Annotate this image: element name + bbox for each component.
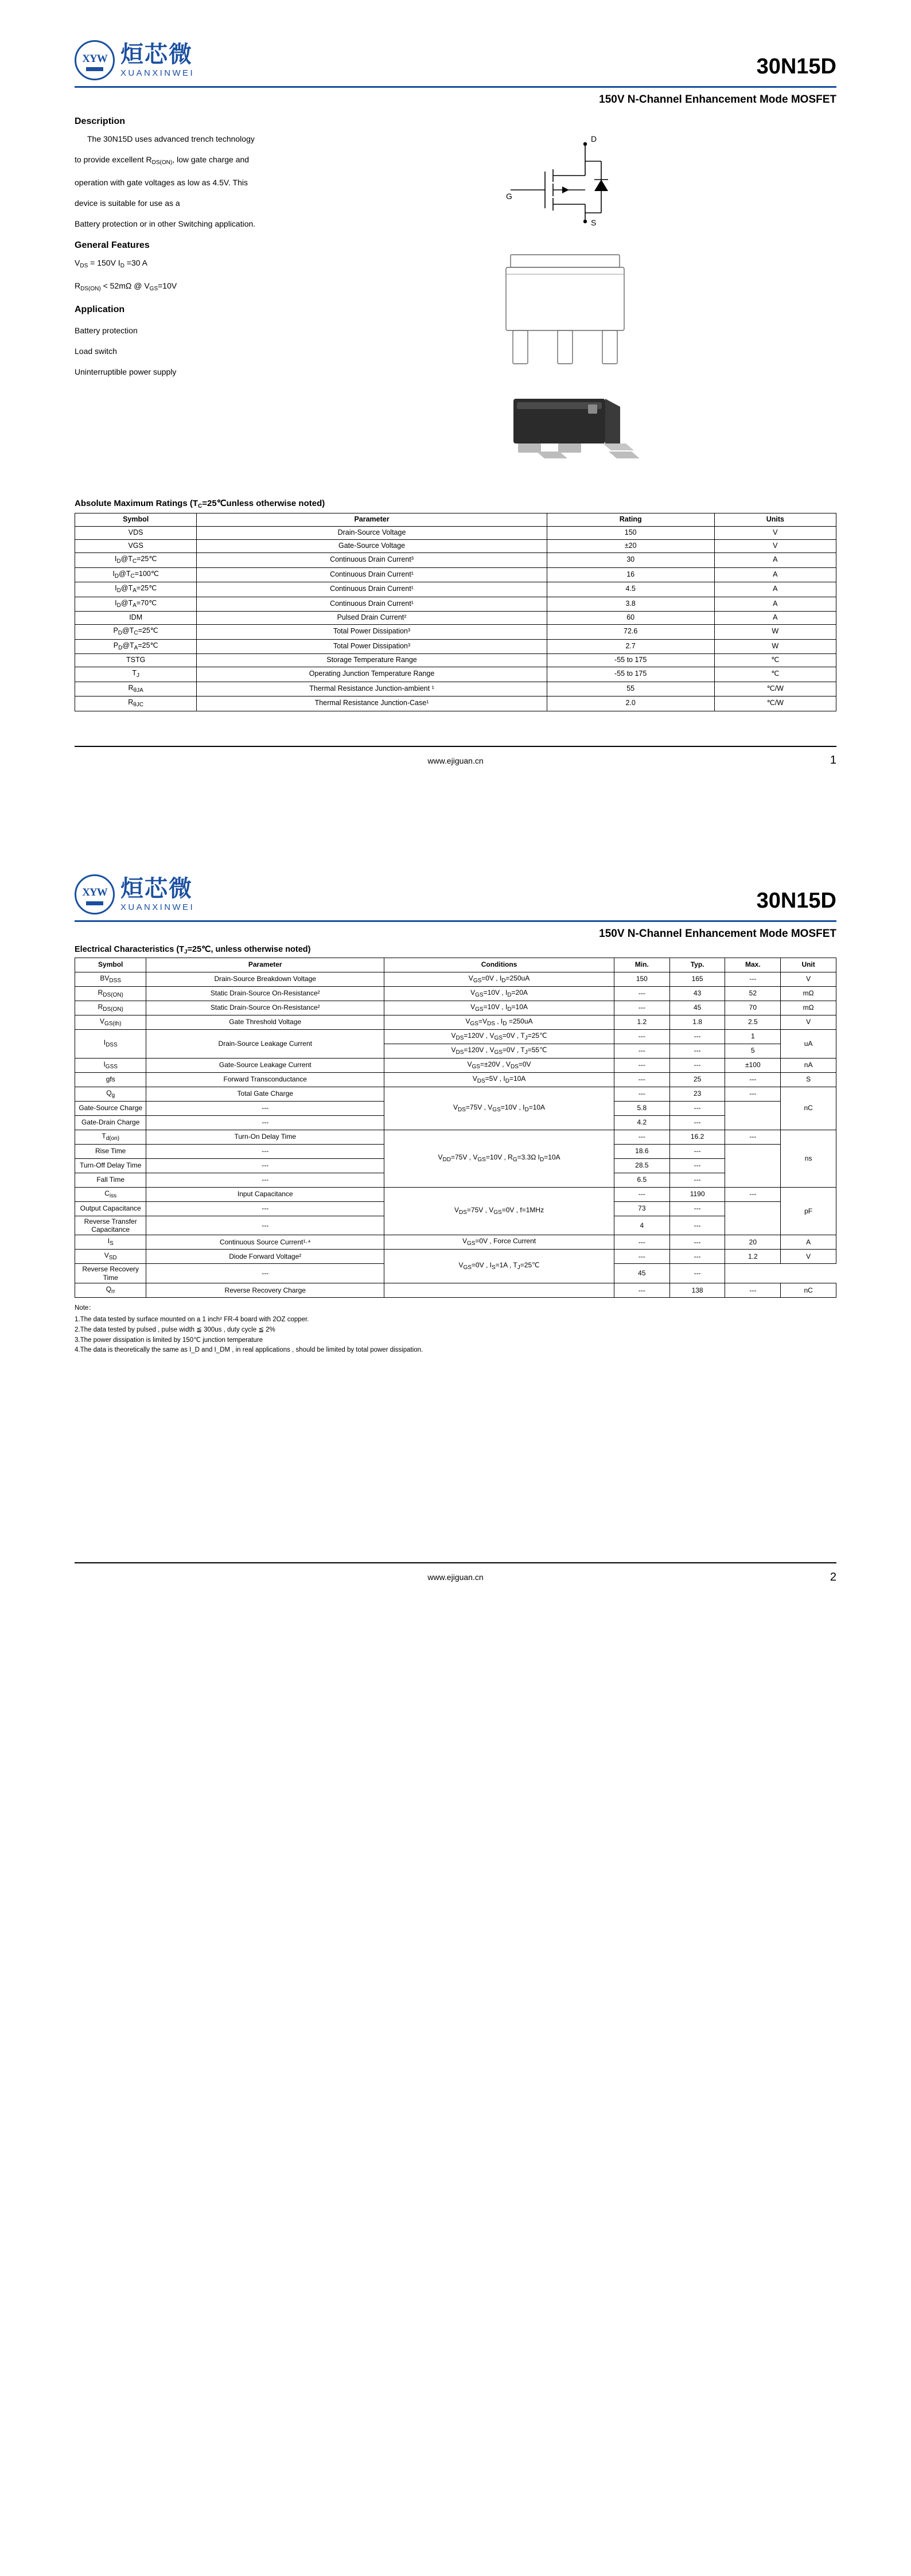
cell-typ: 138 (669, 1283, 725, 1298)
table-row (75, 667, 836, 682)
cell-rating: 3.8 (547, 597, 714, 612)
cell-symbol: $Q_g$ (75, 1087, 146, 1101)
cell-symbol: $T_J$ (75, 667, 197, 682)
part-number: 30N15D (756, 55, 836, 79)
cell-typ: 4.2 (614, 1115, 669, 1130)
cell-rating: 4.5 (547, 582, 714, 597)
cell-min: --- (146, 1201, 384, 1216)
col-parameter: Parameter (197, 513, 547, 527)
cell-unit: V (781, 1015, 836, 1029)
cell-symbol: $R_{DS(ON)}$ (75, 1001, 146, 1015)
gf1-a: V (75, 258, 80, 267)
cell-conditions: $V_{GS}=10V$ , $I_D=10A$ (384, 1001, 614, 1015)
cell-typ: 28.5 (614, 1158, 669, 1173)
gf2-a: R (75, 281, 81, 290)
cell-parameter: Total Power Dissipation³ (197, 625, 547, 640)
cell-parameter: Continuous Source Current¹·⁴ (146, 1235, 384, 1250)
cell-min: --- (146, 1158, 384, 1173)
gf2-c: =10V (158, 281, 177, 290)
cell-parameter: Gate-Source Charge (75, 1101, 146, 1115)
header-divider-2 (75, 920, 836, 922)
svg-text:D: D (591, 134, 597, 143)
cell-parameter: Gate-Source Voltage (197, 540, 547, 553)
abs-max-ratings-title (75, 498, 836, 509)
part-number-2: 30N15D (756, 888, 836, 913)
cell-parameter: Forward Transconductance (146, 1072, 384, 1087)
cell-parameter: Reverse Recovery Time (75, 1264, 146, 1283)
description-heading: Description (75, 116, 126, 126)
logo-english-name: XUANXINWEI (120, 68, 195, 78)
brand-logo (75, 40, 194, 80)
cell-min: --- (146, 1101, 384, 1115)
cell-units: W (714, 639, 836, 654)
col-rating: Rating (547, 513, 714, 527)
cell-symbol: $R_{\theta JA}$ (75, 682, 197, 696)
logo-mark-icon-2 (75, 874, 115, 915)
cell-parameter: Storage Temperature Range (197, 654, 547, 667)
cell-typ: --- (669, 1235, 725, 1250)
cell-symbol: $I_D@T_A=70℃$ (75, 597, 197, 612)
cell-units: V (714, 540, 836, 553)
gf2-sub1: DS(ON) (80, 286, 101, 292)
cell-min: --- (614, 1250, 669, 1264)
logo-mark-icon (75, 40, 115, 80)
cell-parameter: Drain-Source Leakage Current (146, 1029, 384, 1058)
cell-symbol: $I_{GSS}$ (75, 1058, 146, 1072)
cell-max: 2.5 (725, 1015, 781, 1029)
note-4: 4.The data is theoretically the same as I_D and I_DM , in real applications , should be limited by total power dissipation. (75, 1347, 423, 1354)
cell-max: 70 (725, 1001, 781, 1015)
cell-units: A (714, 582, 836, 597)
cell-typ: 45 (669, 1001, 725, 1015)
cell-symbol: IDM (75, 612, 197, 625)
elec-title-a: Electrical Characteristics (T (75, 944, 185, 954)
cell-min: --- (614, 1087, 669, 1101)
cell-max: 5 (725, 1044, 781, 1058)
cell-symbol: $I_D@T_A=25℃$ (75, 582, 197, 597)
description-line-4: device is suitable for use as a (75, 199, 180, 208)
table-row (75, 654, 836, 667)
table-row (75, 1087, 836, 1101)
cell-max: 20 (725, 1235, 781, 1250)
application-heading: Application (75, 305, 125, 314)
cell-min: --- (614, 1072, 669, 1087)
table-row (75, 696, 836, 711)
cell-unit: pF (781, 1187, 836, 1235)
svg-text:G: G (506, 192, 512, 201)
cell-max: ±100 (725, 1058, 781, 1072)
cell-typ: 1190 (669, 1187, 725, 1201)
cell-parameter: Continuous Drain Current¹ (197, 567, 547, 582)
cell-typ: 165 (669, 972, 725, 986)
cell-min: 150 (614, 972, 669, 986)
cell-conditions: $V_{DS}=75V$ , $V_{GS}=0V$ , f=1MHz (384, 1187, 614, 1235)
table-row (75, 540, 836, 553)
cell-unit: mΩ (781, 986, 836, 1001)
cell-units: ℃/W (714, 682, 836, 696)
cell-parameter: Gate Threshold Voltage (146, 1015, 384, 1029)
cell-max: --- (725, 1130, 781, 1144)
cell-conditions: $V_{GS}=\pm 20V$ , $V_{DS}=0V$ (384, 1058, 614, 1072)
description-line-2-a: to provide excellent R (75, 155, 152, 164)
cell-parameter: Turn-On Delay Time (146, 1130, 384, 1144)
gf1-sub1: DS (80, 263, 88, 269)
cell-symbol: $P_D@T_C=25℃$ (75, 625, 197, 640)
table-row (75, 1283, 836, 1298)
table-row (75, 1235, 836, 1250)
cell-units: V (714, 527, 836, 540)
cell-rating: 55 (547, 682, 714, 696)
abs-max-title-a: Absolute Maximum Ratings (T (75, 499, 198, 508)
abs-max-ratings-table (75, 513, 836, 711)
logo-english-name-2: XUANXINWEI (120, 902, 195, 912)
logo-mark-text: XYW (82, 52, 107, 65)
cell-unit: nA (781, 1058, 836, 1072)
cell-typ: 4 (614, 1216, 669, 1235)
cell-units: ℃ (714, 667, 836, 682)
cell-conditions: $V_{DS}=5V$ , $I_D=10A$ (384, 1072, 614, 1087)
col-parameter: Parameter (146, 958, 384, 972)
cell-typ: 23 (669, 1087, 725, 1101)
cell-parameter: Rise Time (75, 1144, 146, 1158)
gf1-b: = 150V I (88, 258, 120, 267)
cell-max: --- (725, 972, 781, 986)
general-features-heading: General Features (75, 240, 150, 250)
cell-units: ℃ (714, 654, 836, 667)
cell-conditions: $V_{DS}=120V$ , $V_{GS}=0V$ , $T_J=55℃$ (384, 1044, 614, 1058)
cell-symbol: $I_D@T_C=25℃$ (75, 553, 197, 568)
cell-rating: -55 to 175 (547, 667, 714, 682)
note-3: 3.The power dissipation is limited by 150℃ junction temperature (75, 1336, 263, 1344)
cell-max: --- (669, 1158, 725, 1173)
table-header-row (75, 958, 836, 972)
cell-min: --- (614, 1001, 669, 1015)
cell-typ: --- (669, 1044, 725, 1058)
cell-conditions: $V_{DS}=120V$ , $V_{GS}=0V$ , $T_J=25℃$ (384, 1029, 614, 1044)
document-subtitle: 150V N-Channel Enhancement Mode MOSFET (599, 94, 836, 106)
table-row (75, 1130, 836, 1144)
cell-typ: --- (669, 1058, 725, 1072)
cell-symbol: $Q_{rr}$ (75, 1283, 146, 1298)
table-row (75, 582, 836, 597)
cell-units: A (714, 567, 836, 582)
cell-parameter: Static Drain-Source On-Resistance² (146, 986, 384, 1001)
cell-parameter: Gate-Drain Charge (75, 1115, 146, 1130)
header-divider (75, 86, 836, 88)
cell-conditions: $V_{GS}=0V$ , Force Current (384, 1235, 614, 1250)
document-header-2 (75, 851, 836, 915)
cell-max: --- (725, 1072, 781, 1087)
general-features-line-1 (75, 259, 453, 269)
table-row (75, 1001, 836, 1015)
cell-symbol: $I_{DSS}$ (75, 1029, 146, 1058)
cell-rating: 2.7 (547, 639, 714, 654)
cell-symbol: $V_{SD}$ (75, 1250, 146, 1264)
table-header-row (75, 513, 836, 527)
gf1-c: =30 A (124, 258, 148, 267)
table-row (75, 527, 836, 540)
cell-parameter: Thermal Resistance Junction-ambient ¹ (197, 682, 547, 696)
cell-unit: V (781, 972, 836, 986)
logo-chinese-name-2: 烜芯微 (120, 875, 193, 902)
cell-symbol: $I_S$ (75, 1235, 146, 1250)
cell-typ: 18.6 (614, 1144, 669, 1158)
cell-conditions: $V_{GS}=0V$ , $I_S=1A$ , $T_J=25℃$ (384, 1250, 614, 1283)
description-line-1: The 30N15D uses advanced trench technology (87, 134, 255, 143)
cell-symbol: $T_{d(on)}$ (75, 1130, 146, 1144)
cell-min: --- (614, 1235, 669, 1250)
table-row (75, 1250, 836, 1264)
note-1: 1.The data tested by surface mounted on a 1 inch² FR-4 board with 2OZ copper. (75, 1316, 309, 1323)
table-row (75, 567, 836, 582)
cell-unit: nC (781, 1283, 836, 1298)
elec-title-sub: J (184, 948, 188, 955)
cell-parameter: Thermal Resistance Junction-Case¹ (197, 696, 547, 711)
cell-rating: ±20 (547, 540, 714, 553)
gf2-sub2: GS (149, 286, 158, 292)
cell-symbol: VGS (75, 540, 197, 553)
table-row (75, 972, 836, 986)
cell-min: --- (146, 1173, 384, 1187)
cell-max: --- (669, 1144, 725, 1158)
cell-symbol: $R_{\theta JC}$ (75, 696, 197, 711)
cell-typ: 73 (614, 1201, 669, 1216)
col-symbol: Symbol (75, 513, 197, 527)
cell-symbol: $BV_{DSS}$ (75, 972, 146, 986)
cell-conditions (384, 1283, 614, 1298)
cell-parameter: Drain-Source Breakdown Voltage (146, 972, 384, 986)
abs-max-title-sub: C (198, 503, 203, 509)
cell-symbol: $C_{iss}$ (75, 1187, 146, 1201)
cell-max: --- (669, 1216, 725, 1235)
description-line-3: operation with gate voltages as low as 4.5V. This (75, 178, 248, 187)
description-line-5: Battery protection or in other Switching application. (75, 219, 256, 228)
table-row (75, 986, 836, 1001)
cell-parameter: Gate-Source Leakage Current (146, 1058, 384, 1072)
cell-rating: 2.0 (547, 696, 714, 711)
cell-typ: 43 (669, 986, 725, 1001)
cell-max: --- (669, 1201, 725, 1216)
cell-typ: 6.5 (614, 1173, 669, 1187)
cell-max: 1 (725, 1029, 781, 1044)
cell-typ: --- (669, 1250, 725, 1264)
table-row (75, 625, 836, 640)
page-number: 1 (830, 754, 836, 766)
gf1-sub2: D (120, 263, 124, 269)
cell-parameter: Output Capacitance (75, 1201, 146, 1216)
cell-units: ℃/W (714, 696, 836, 711)
cell-min: --- (614, 1029, 669, 1044)
electrical-characteristics-title (75, 945, 836, 955)
cell-max: --- (725, 1187, 781, 1201)
general-features-line-2 (75, 282, 453, 292)
cell-parameter: Fall Time (75, 1173, 146, 1187)
page-number: 2 (830, 1570, 836, 1583)
gf2-b: < 52mΩ @ V (100, 281, 150, 290)
cell-units: A (714, 597, 836, 612)
cell-units: A (714, 553, 836, 568)
cell-rating: 60 (547, 612, 714, 625)
cell-conditions: $V_{GS}=0V$ , $I_D=250uA$ (384, 972, 614, 986)
cell-typ: 5.8 (614, 1101, 669, 1115)
application-item-1: Battery protection (75, 326, 138, 335)
cell-symbol: $V_{GS(th)}$ (75, 1015, 146, 1029)
table-row (75, 597, 836, 612)
col-max: Max. (725, 958, 781, 972)
cell-typ: 1.8 (669, 1015, 725, 1029)
table-row (75, 1058, 836, 1072)
cell-unit: uA (781, 1029, 836, 1058)
cell-max: --- (725, 1283, 781, 1298)
cell-max: --- (669, 1264, 725, 1283)
description-line-2 (75, 155, 453, 166)
cell-unit: V (781, 1250, 836, 1264)
cell-parameter: Continuous Drain Current¹ (197, 597, 547, 612)
col-units: Units (714, 513, 836, 527)
cell-conditions: $V_{DS}=75V$ , $V_{GS}=10V$ , $I_D=10A$ (384, 1087, 614, 1130)
cell-symbol: $I_D@T_C=100℃$ (75, 567, 197, 582)
cell-unit: nC (781, 1087, 836, 1130)
cell-rating: 30 (547, 553, 714, 568)
note-2: 2.The data tested by pulsed , pulse width ≦ 300us , duty cycle ≦ 2% (75, 1326, 275, 1333)
cell-symbol: VDS (75, 527, 197, 540)
svg-text:S: S (591, 218, 597, 227)
cell-units: W (714, 625, 836, 640)
page-2 (0, 851, 911, 1582)
cell-min: 1.2 (614, 1015, 669, 1029)
cell-min: --- (614, 1283, 669, 1298)
cell-min: --- (146, 1144, 384, 1158)
page-break (0, 765, 911, 851)
logo-wordmark (120, 43, 194, 77)
table-row (75, 639, 836, 654)
table-row (75, 1029, 836, 1044)
description-rds-sub: DS(ON) (151, 159, 173, 166)
cell-parameter: Pulsed Drain Current² (197, 612, 547, 625)
table-row (75, 1187, 836, 1201)
cell-max: --- (725, 1087, 781, 1101)
cell-min: --- (614, 986, 669, 1001)
cell-max: 1.2 (725, 1250, 781, 1264)
cell-parameter: Total Power Dissipation³ (197, 639, 547, 654)
cell-max: 52 (725, 986, 781, 1001)
cell-symbol: gfs (75, 1072, 146, 1087)
cell-max: --- (669, 1173, 725, 1187)
package-outline-drawing (493, 248, 836, 377)
application-item-2: Load switch (75, 347, 117, 356)
document-header (75, 0, 836, 80)
cell-min: --- (614, 1130, 669, 1144)
package-photo (502, 394, 836, 472)
application-item-3: Uninterruptible power supply (75, 367, 177, 376)
cell-typ: 45 (614, 1264, 669, 1283)
col-min: Min. (614, 958, 669, 972)
cell-rating: 150 (547, 527, 714, 540)
notes-block (75, 1303, 836, 1356)
cell-min: --- (146, 1216, 384, 1235)
mosfet-symbol-diagram (505, 127, 836, 233)
cell-unit: A (781, 1235, 836, 1250)
table-row (75, 682, 836, 696)
table-row (75, 553, 836, 568)
cell-symbol: $R_{DS(ON)}$ (75, 986, 146, 1001)
cell-parameter: Reverse Recovery Charge (146, 1283, 384, 1298)
cell-max: --- (669, 1115, 725, 1130)
cell-parameter: Input Capacitance (146, 1187, 384, 1201)
document-subtitle-2: 150V N-Channel Enhancement Mode MOSFET (599, 927, 836, 940)
cell-conditions: $V_{GS}=V_{DS}$ , $I_D =250uA$ (384, 1015, 614, 1029)
cell-conditions: $V_{GS}=10V$ , $I_D=20A$ (384, 986, 614, 1001)
table-row (75, 1015, 836, 1029)
logo-wordmark-2 (120, 877, 194, 912)
col-symbol: Symbol (75, 958, 146, 972)
table-row (75, 612, 836, 625)
cell-typ: --- (669, 1029, 725, 1044)
notes-heading: Note： (75, 1305, 95, 1312)
col-conditions: Conditions (384, 958, 614, 972)
cell-parameter: Continuous Drain Current¹ (197, 582, 547, 597)
footer-url: www.ejiguan.cn (427, 1573, 484, 1582)
cell-parameter: Total Gate Charge (146, 1087, 384, 1101)
logo-chinese-name: 烜芯微 (120, 41, 193, 68)
cell-min: --- (614, 1187, 669, 1201)
cell-min: --- (146, 1264, 384, 1283)
cell-parameter: Diode Forward Voltage² (146, 1250, 384, 1264)
cell-parameter: Continuous Drain Current³ (197, 553, 547, 568)
cell-typ: 16.2 (669, 1130, 725, 1144)
table-row (75, 1072, 836, 1087)
brand-logo-2 (75, 874, 194, 915)
cell-parameter: Turn-Off Delay Time (75, 1158, 146, 1173)
cell-rating: 16 (547, 567, 714, 582)
cell-parameter: Reverse Transfer Capacitance (75, 1216, 146, 1235)
abs-max-title-b: =25℃unless otherwise noted) (202, 499, 325, 508)
col-unit: Unit (781, 958, 836, 972)
cell-unit: S (781, 1072, 836, 1087)
cell-min: --- (146, 1115, 384, 1130)
cell-max: --- (669, 1101, 725, 1115)
cell-parameter: Drain-Source Voltage (197, 527, 547, 540)
cell-symbol: $P_D@T_A=25℃$ (75, 639, 197, 654)
elec-title-b: =25℃, unless otherwise noted) (187, 944, 311, 954)
cell-rating: -55 to 175 (547, 654, 714, 667)
page-1 (0, 0, 911, 765)
page-2-footer (75, 1562, 836, 1582)
cell-typ: 25 (669, 1072, 725, 1087)
cell-unit: ns (781, 1130, 836, 1187)
cell-rating: 72.6 (547, 625, 714, 640)
cell-min: --- (614, 1058, 669, 1072)
cell-units: A (714, 612, 836, 625)
page-1-footer (75, 746, 836, 765)
cell-unit: mΩ (781, 1001, 836, 1015)
cell-parameter: Static Drain-Source On-Resistance² (146, 1001, 384, 1015)
logo-mark-text-2: XYW (82, 886, 107, 898)
cell-symbol: TSTG (75, 654, 197, 667)
cell-conditions: $V_{DD}=75V$ , $V_{GS}=10V$ , $R_G=3.3\Omega$ $I_D=10A$ (384, 1130, 614, 1187)
cell-min: --- (614, 1044, 669, 1058)
footer-url: www.ejiguan.cn (427, 756, 484, 765)
col-typ: Typ. (669, 958, 725, 972)
cell-parameter: Operating Junction Temperature Range (197, 667, 547, 682)
page-2-spacer (75, 1356, 836, 1528)
electrical-characteristics-table (75, 958, 836, 1298)
description-line-2-b: , low gate charge and (172, 155, 250, 164)
